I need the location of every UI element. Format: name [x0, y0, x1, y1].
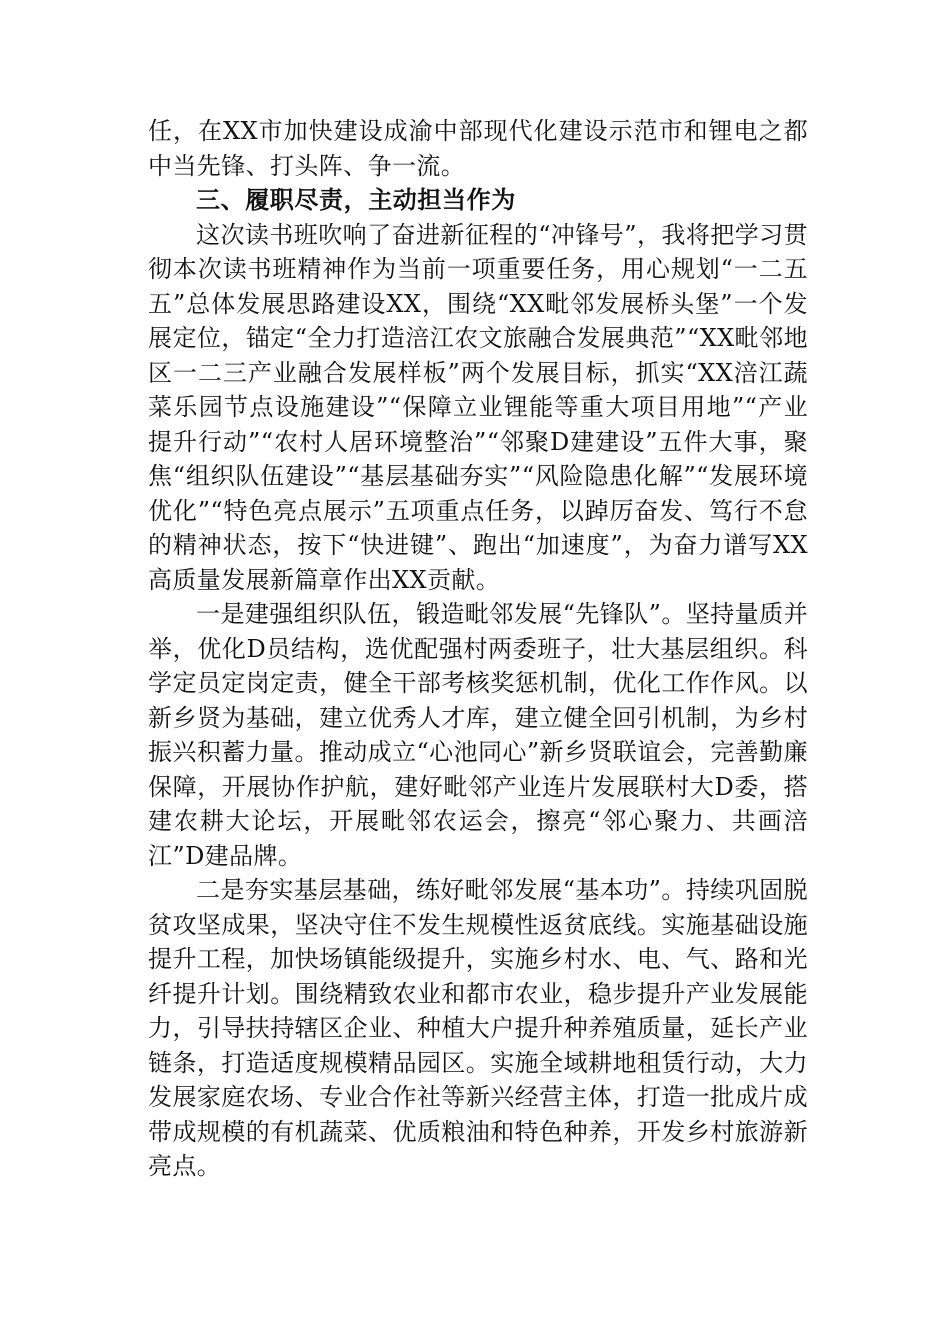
- section-heading: 三、履职尽责，主动担当作为: [196, 186, 516, 214]
- document-page: [148, 114, 808, 1184]
- paragraph-intro: 这次读书班吹响了奋进新征程的“冲锋号”，我将把学习贯彻本次读书班精神作为当前一项重要任务，用心规划“一二五五”总体发展思路建设XX，围绕“XX毗邻发展桥头堡”一个发展定位，锚定“全力打造涪江农文旅融合发展典范”“XX毗邻地区一二三产业融合发展样板”两个发展目标，抓实“XX涪江蔬菜乐园节点设施建设”“保障立业锂能等重大项目用地”“产业提升行动”“农村人居环境整治”“邻聚D建建设”五件大事，聚焦“组织队伍建设”“基层基础夯实”“风险隐患化解”“发展环境优化”“特色亮点展示”五项重点任务，以踔厉奋发、笃行不怠的精神状态，按下“快进键”、跑出“加速度”，为奋力谱写XX高质量发展新篇章作出XX贡献。: [148, 220, 808, 594]
- paragraph-point-two: 二是夯实基层基础，练好毗邻发展“基本功”。持续巩固脱贫攻坚成果，坚决守住不发生规模性返贫底线。实施基础设施提升工程，加快场镇能级提升，实施乡村水、电、气、路和光纤提升计划。围绕精致农业和都市农业，稳步提升产业发展能力，引导扶持辖区企业、种植大户提升种养殖质量，延长产业链条，打造适度规模精品园区。实施全域耕地租赁行动，大力发展家庭农场、专业合作社等新兴经营主体，打造一批成片成带成规模的有机蔬菜、优质粮油和特色种养，开发乡村旅游新亮点。: [148, 876, 808, 1180]
- paragraph-point-one: 一是建强组织队伍，锻造毗邻发展“先锋队”。坚持量质并举，优化D员结构，选优配强村两委班子，壮大基层组织。科学定员定岗定责，健全干部考核奖惩机制，优化工作作风。以新乡贤为基础，建立优秀人才库，建立健全回引机制，为乡村振兴积蓄力量。推动成立“心池同心”新乡贤联谊会，完善勤廉保障，开展协作护航，建好毗邻产业连片发展联村大D委，搭建农耕大论坛，开展毗邻农运会，擦亮“邻心聚力、共画涪江”D建品牌。: [148, 600, 808, 870]
- paragraph-continuation: 任，在XX市加快建设成渝中部现代化建设示范市和锂电之都中当先锋、打头阵、争一流。: [148, 117, 808, 180]
